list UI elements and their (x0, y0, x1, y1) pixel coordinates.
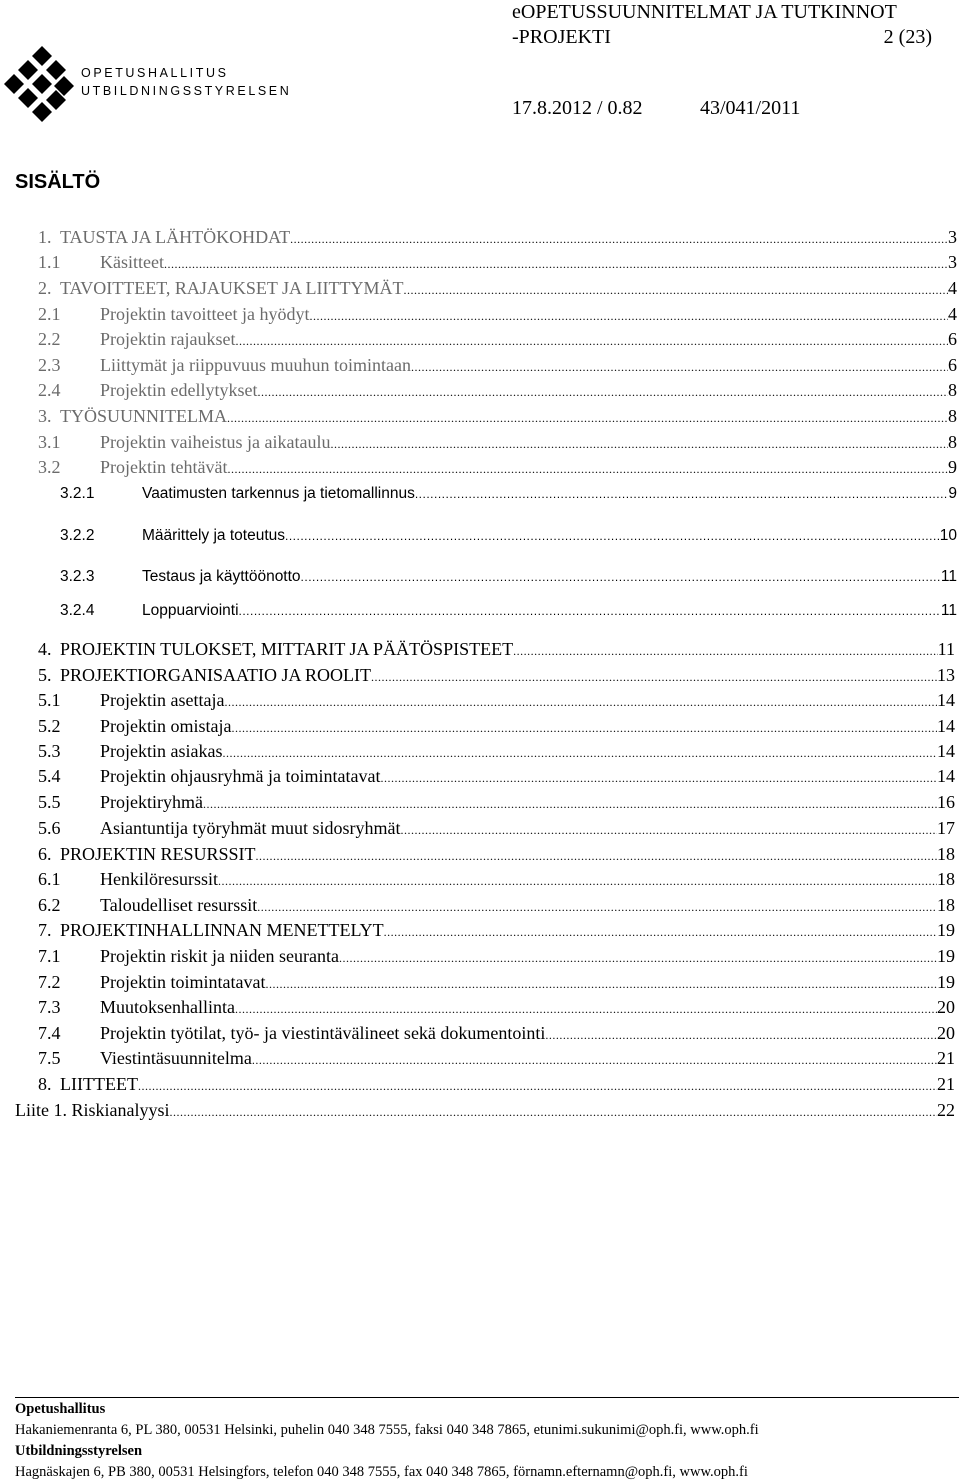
toc-entry-number: 2.2 (38, 329, 61, 349)
toc-dot-leader (513, 640, 938, 662)
footer-address-sv: Hagnäskajen 6, PB 380, 00531 Helsingfors, telefon 040 348 7555, fax 040 348 7865, förnamn.efternamn@oph.fi, www.oph.fi (15, 1464, 748, 1480)
toc-dot-leader (164, 253, 948, 275)
toc-entry-page: 20 (937, 997, 955, 1017)
toc-entry[interactable] (38, 1047, 955, 1069)
toc-dot-leader (400, 819, 937, 841)
toc-entry-number: 2. (38, 278, 52, 298)
toc-entry-title: PROJEKTINHALLINNAN MENETTELYT (60, 920, 384, 940)
toc-entry-number: 3.2.1 (60, 485, 95, 502)
toc-entry-title: Projektiryhmä (100, 792, 203, 812)
toc-dot-leader (227, 458, 948, 480)
toc-dot-leader (231, 717, 937, 739)
footer (15, 1399, 959, 1483)
toc-entry-number: 2.1 (38, 304, 61, 324)
toc-entry-title: Asiantuntija työryhmät muut sidosryhmät (100, 818, 401, 838)
toc-dot-leader (330, 433, 948, 455)
toc-entry-page: 19 (937, 972, 955, 992)
toc-dot-leader (218, 870, 937, 892)
footer-org-fi: Opetushallitus (15, 1401, 106, 1417)
toc-entry-title: Määrittely ja toteutus (142, 527, 286, 544)
toc-entry[interactable] (60, 483, 957, 505)
toc-entry[interactable] (38, 1022, 955, 1044)
toc-entry[interactable] (38, 919, 955, 941)
toc-entry-title: TYÖSUUNNITELMA (60, 406, 227, 426)
toc-dot-leader (415, 483, 949, 505)
toc-entry-page: 21 (937, 1074, 955, 1094)
toc-dot-leader (265, 973, 937, 995)
toc-entry-title: TAVOITTEET, RAJAUKSET JA LIITTYMÄT (60, 278, 404, 298)
toc-entry-title: Taloudelliset resurssit (100, 895, 258, 915)
toc-entry-page: 18 (937, 895, 955, 915)
toc-entry[interactable] (38, 379, 957, 401)
toc-entry[interactable] (38, 971, 955, 993)
toc-entry-number: 1. (38, 227, 52, 247)
toc-entry[interactable] (38, 226, 957, 248)
toc-dot-leader (545, 1024, 937, 1046)
toc-entry-page: 22 (937, 1100, 955, 1120)
toc-entry[interactable] (38, 715, 955, 737)
toc-entry[interactable] (38, 791, 955, 813)
toc-entry[interactable] (38, 689, 955, 711)
toc-entry-number: 2.4 (38, 380, 61, 400)
toc-dot-leader (404, 279, 948, 301)
toc-entry-title: Projektin asiakas (100, 741, 223, 761)
toc-entry-page: 11 (940, 568, 957, 585)
toc-entry[interactable] (38, 1073, 955, 1095)
toc-entry[interactable] (60, 600, 957, 622)
toc-entry-title: Liite 1. Riskianalyysi (15, 1100, 170, 1120)
toc-entry-page: 9 (948, 485, 957, 502)
toc-entry-page: 6 (948, 355, 957, 375)
toc-dot-leader (371, 666, 937, 688)
toc-entry[interactable] (38, 996, 955, 1018)
footer-org-sv: Utbildningsstyrelsen (15, 1443, 143, 1459)
toc-entry-number: 7. (38, 920, 52, 940)
toc-entry-title: PROJEKTIORGANISAATIO JA ROOLIT (60, 665, 372, 685)
toc-dot-leader (257, 896, 937, 918)
doc-meta (512, 96, 800, 120)
doc-version: 17.8.2012 / 0.82 (512, 97, 643, 119)
toc-entry[interactable] (38, 843, 955, 865)
toc-entry-page: 20 (937, 1023, 955, 1043)
toc-entry-number: 3. (38, 406, 52, 426)
toc-entry-page: 3 (948, 227, 957, 247)
doc-title-line2 (512, 25, 932, 49)
org-name-sv: UTBILDNINGSSTYRELSEN (81, 84, 292, 98)
org-name-fi: OPETUSHALLITUS (81, 66, 229, 80)
toc-entry[interactable] (38, 251, 957, 273)
toc-entry[interactable] (38, 277, 957, 299)
toc-entry-number: 5.1 (38, 690, 61, 710)
toc-dot-leader (257, 381, 948, 403)
toc-entry-page: 14 (937, 690, 955, 710)
toc-entry-page: 11 (940, 602, 957, 619)
toc-entry-title: Projektin vaiheistus ja aikataulu (100, 432, 331, 452)
toc-entry-title: Projektin edellytykset (100, 380, 258, 400)
toc-entry-title: Liittymät ja riippuvuus muuhun toimintaan (100, 355, 411, 375)
toc-entry-number: 5.2 (38, 716, 61, 736)
toc-entry-page: 11 (937, 639, 955, 659)
toc-entry-page: 13 (937, 665, 955, 685)
toc-dot-leader (309, 305, 948, 327)
toc-entry-number: 3.2.2 (60, 527, 95, 544)
opetushallitus-logo-icon (4, 46, 74, 122)
toc-dot-leader (227, 407, 948, 429)
toc-entry-title: PROJEKTIN RESURSSIT (60, 844, 256, 864)
toc-entry[interactable] (38, 868, 955, 890)
toc-entry-title: Muutoksenhallinta (100, 997, 235, 1017)
footer-address-fi: Hakaniemenranta 6, PL 380, 00531 Helsinki, puhelin 040 348 7555, faksi 040 348 7865, etunimi.sukunimi@oph.fi, www.oph.fi (15, 1422, 759, 1438)
toc-entry[interactable] (38, 405, 957, 427)
toc-entry-number: 6.1 (38, 869, 61, 889)
toc-entry-page: 3 (948, 252, 957, 272)
toc-entry[interactable] (38, 894, 955, 916)
toc-dot-leader (222, 742, 937, 764)
toc-entry-page: 4 (948, 304, 957, 324)
toc-entry-number: 4. (38, 639, 52, 659)
toc-entry-title: Projektin tehtävät (100, 457, 228, 477)
toc-entry-number: 3.2 (38, 457, 61, 477)
toc-entry-title: PROJEKTIN TULOKSET, MITTARIT JA PÄÄTÖSPISTEET (60, 639, 514, 659)
toc-entry-page: 21 (937, 1048, 955, 1068)
toc-entry-title: LIITTEET (60, 1074, 138, 1094)
toc-entry-title: Projektin rajaukset (100, 329, 236, 349)
toc-dot-leader (239, 600, 941, 622)
toc-dot-leader (203, 793, 937, 815)
toc-entry-page: 18 (937, 844, 955, 864)
doc-reference: 43/041/2011 (700, 97, 801, 119)
toc-dot-leader (138, 1075, 937, 1097)
doc-title-suffix: -PROJEKTI (512, 26, 611, 48)
toc-entry-page: 14 (937, 766, 955, 786)
toc-entry[interactable] (38, 638, 955, 660)
toc-entry-number: 7.3 (38, 997, 61, 1017)
toc-entry-page: 4 (948, 278, 957, 298)
toc-entry-page: 8 (948, 380, 957, 400)
toc-entry-number: 3.2.4 (60, 602, 95, 619)
toc-entry-title: Projektin ohjausryhmä ja toimintatavat (100, 766, 381, 786)
toc-entry-title: Projektin asettaja (100, 690, 225, 710)
toc-entry-title: Projektin riskit ja niiden seuranta (100, 946, 339, 966)
toc-entry-number: 7.5 (38, 1048, 61, 1068)
toc-dot-leader (301, 566, 941, 588)
toc-entry-title: Käsitteet (100, 252, 164, 272)
toc-entry[interactable] (60, 525, 957, 547)
doc-title-line1: eOPETUSSUUNNITELMAT JA TUTKINNOT (512, 1, 897, 23)
toc-entry[interactable] (38, 740, 955, 762)
toc-entry-title: Projektin työtilat, työ- ja viestintävälineet sekä dokumentointi (100, 1023, 546, 1043)
toc-entry[interactable] (15, 1099, 955, 1121)
toc-entry-page: 16 (937, 792, 955, 812)
toc-entry-number: 2.3 (38, 355, 61, 375)
toc-entry-number: 5.4 (38, 766, 61, 786)
toc-dot-leader (285, 525, 940, 547)
toc-entry[interactable] (60, 566, 957, 588)
toc-entry[interactable] (38, 354, 957, 376)
toc-entry-title: Henkilöresurssit (100, 869, 218, 889)
toc-entry-title: Vaatimusten tarkennus ja tietomallinnus (142, 485, 415, 502)
toc-entry-number: 6.2 (38, 895, 61, 915)
toc-dot-leader (411, 356, 948, 378)
toc-dot-leader (235, 998, 937, 1020)
toc-dot-leader (339, 947, 937, 969)
toc-entry-page: 6 (948, 329, 957, 349)
toc-entry-number: 1.1 (38, 252, 61, 272)
toc-entry-number: 7.2 (38, 972, 61, 992)
toc-entry-number: 6. (38, 844, 52, 864)
toc-entry-title: Projektin tavoitteet ja hyödyt (100, 304, 310, 324)
org-name (81, 64, 291, 100)
toc-entry[interactable] (38, 456, 957, 478)
toc-entry-number: 3.2.3 (60, 568, 95, 585)
toc-dot-leader (256, 845, 937, 867)
toc-entry[interactable] (38, 303, 957, 325)
toc-entry-page: 8 (948, 406, 957, 426)
toc-entry-page: 10 (939, 527, 957, 544)
toc-entry-number: 5.6 (38, 818, 61, 838)
toc-entry-number: 5.5 (38, 792, 61, 812)
toc-dot-leader (170, 1101, 938, 1123)
toc-entry-page: 14 (937, 716, 955, 736)
toc-entry[interactable] (38, 765, 955, 787)
toc-dot-leader (384, 921, 937, 943)
toc-entry-number: 5.3 (38, 741, 61, 761)
toc-entry[interactable] (38, 817, 955, 839)
toc-entry-title: Projektin toimintatavat (100, 972, 266, 992)
toc-dot-leader (235, 330, 948, 352)
footer-divider (15, 1397, 959, 1398)
toc-entry-title: Loppuarviointi (142, 602, 239, 619)
toc-title: SISÄLTÖ (15, 171, 101, 193)
toc-entry[interactable] (38, 431, 957, 453)
toc-entry-title: TAUSTA JA LÄHTÖKOHDAT (60, 227, 291, 247)
toc-entry-title: Viestintäsuunnitelma (100, 1048, 252, 1068)
toc-entry-number: 7.1 (38, 946, 61, 966)
toc-entry-page: 9 (948, 457, 957, 477)
toc-entry-page: 19 (937, 920, 955, 940)
toc-entry[interactable] (38, 945, 955, 967)
toc-entry-number: 5. (38, 665, 52, 685)
toc-entry-page: 14 (937, 741, 955, 761)
toc-entry[interactable] (38, 664, 955, 686)
toc-dot-leader (290, 228, 948, 250)
toc-entry-page: 8 (948, 432, 957, 452)
toc-dot-leader (224, 691, 937, 713)
toc-dot-leader (252, 1049, 937, 1071)
toc-entry-number: 3.1 (38, 432, 61, 452)
toc-entry-page: 17 (937, 818, 955, 838)
toc-entry-page: 19 (937, 946, 955, 966)
page-number: 2 (23) (883, 26, 932, 48)
toc-entry-number: 8. (38, 1074, 52, 1094)
toc-dot-leader (380, 767, 937, 789)
toc-entry-title: Projektin omistaja (100, 716, 232, 736)
toc-entry[interactable] (38, 328, 957, 350)
toc-entry-number: 7.4 (38, 1023, 61, 1043)
toc-entry-page: 18 (937, 869, 955, 889)
toc-entry-title: Testaus ja käyttöönotto (142, 568, 301, 585)
